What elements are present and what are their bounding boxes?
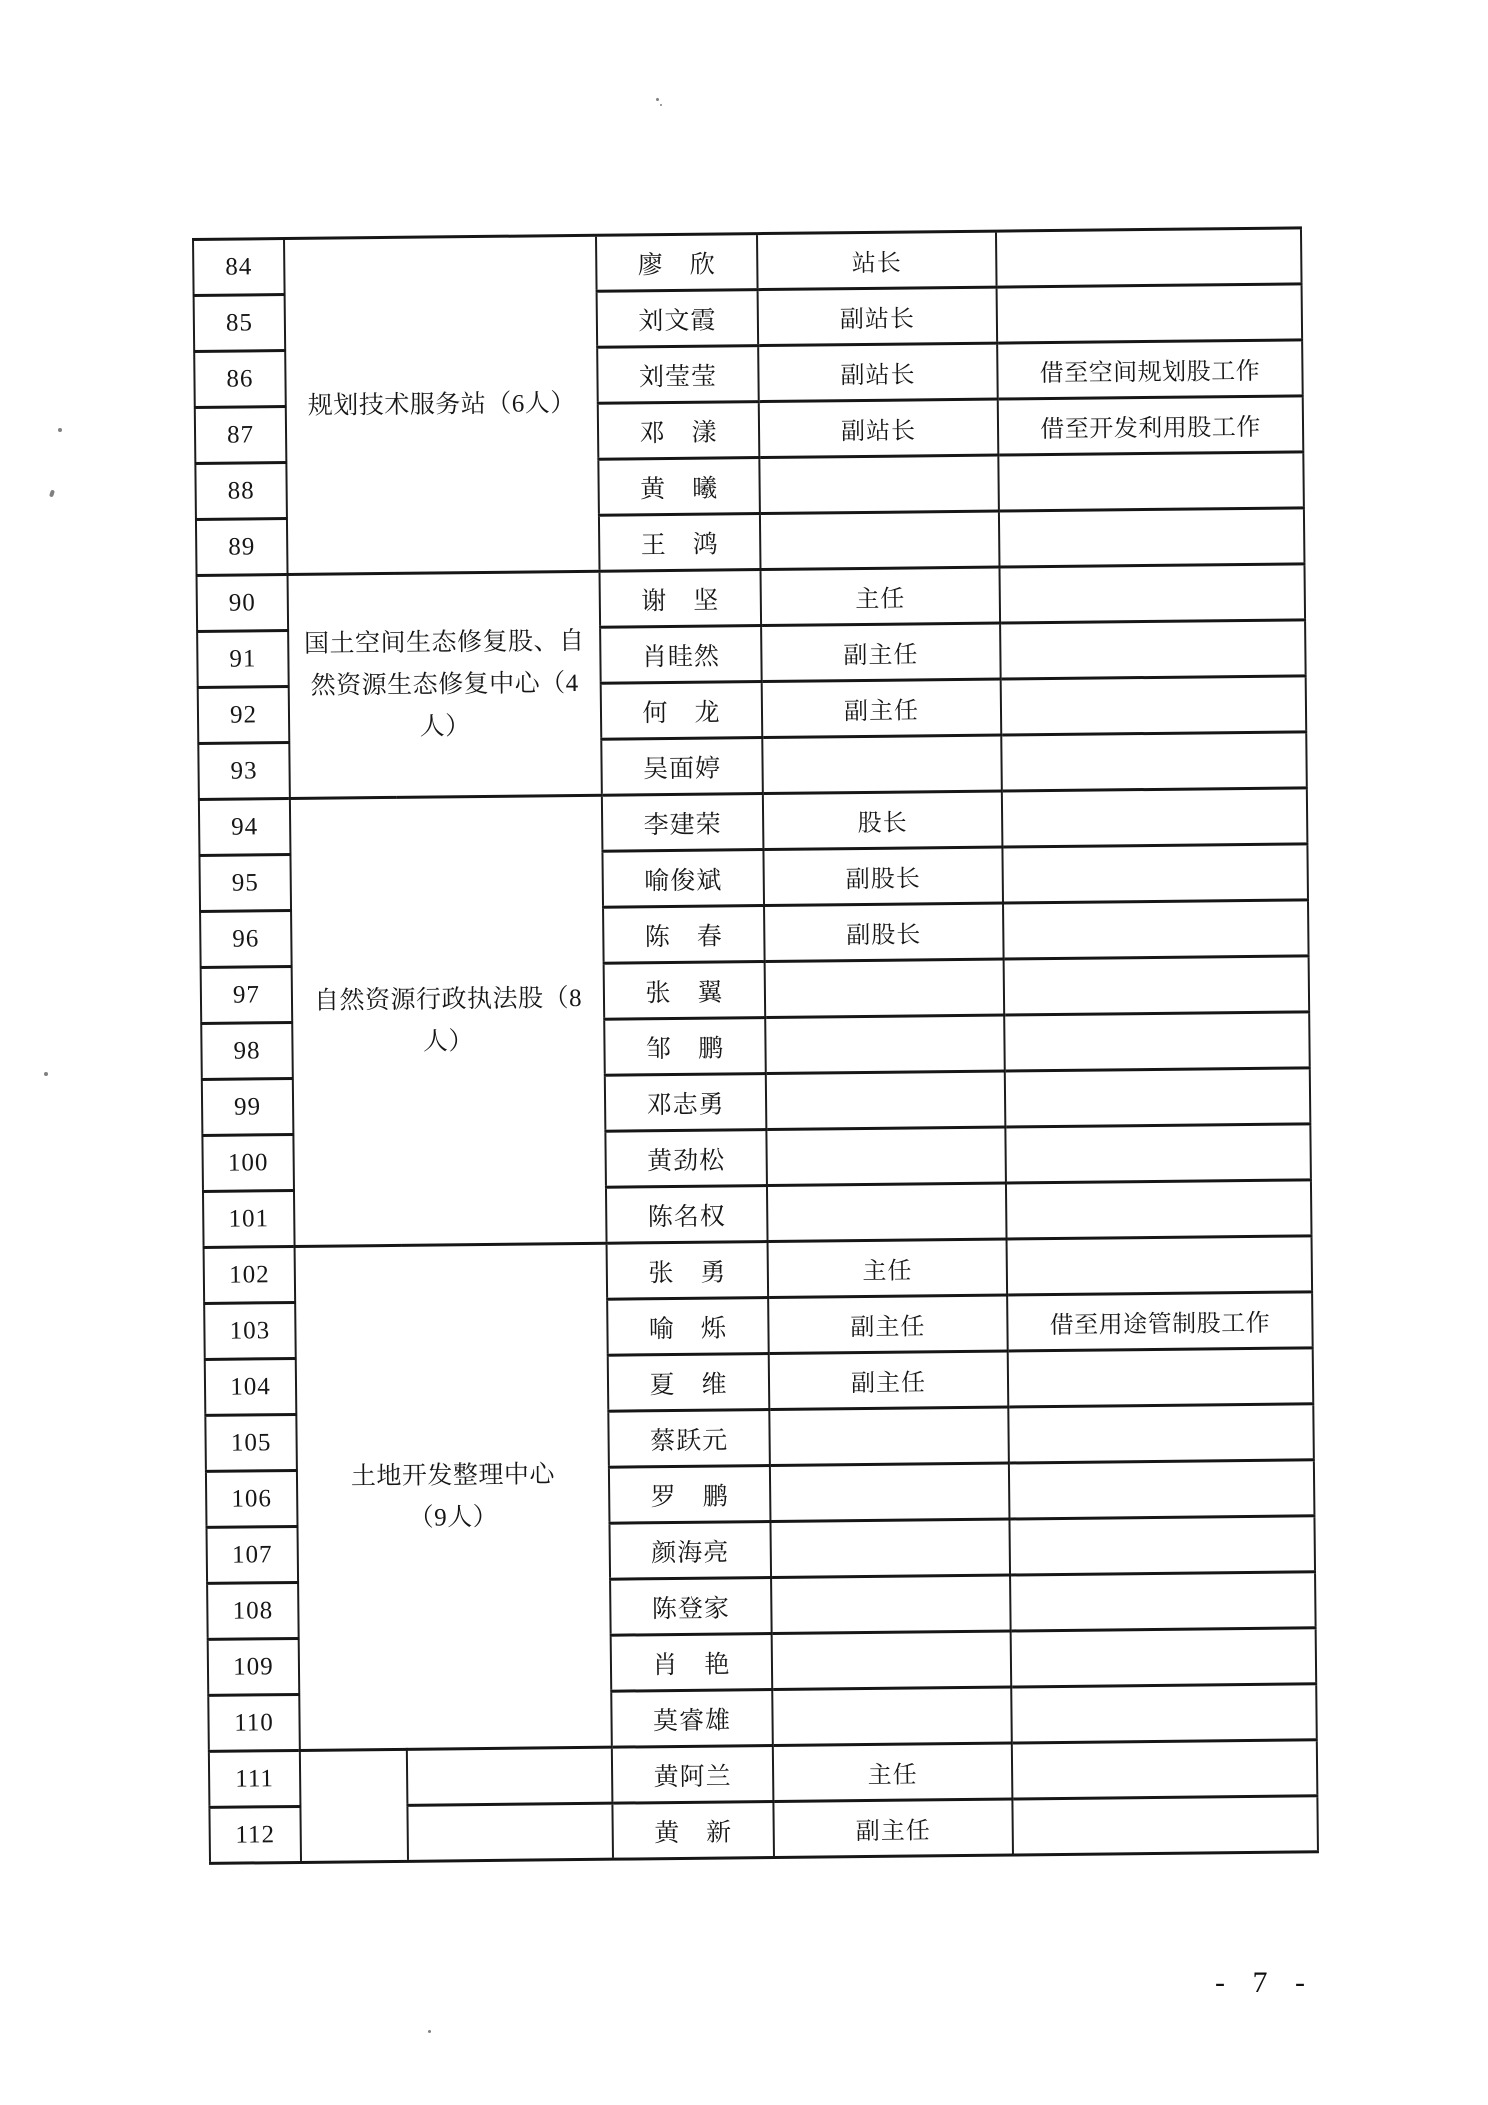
name-cell: 李建荣 xyxy=(602,794,764,852)
position-cell: 副主任 xyxy=(769,1351,1009,1409)
name-cell: 黄劲松 xyxy=(605,1130,767,1188)
row-number-cell: 102 xyxy=(204,1246,296,1303)
note-cell xyxy=(1009,1516,1315,1575)
department-cell: 土地开发整理中心 （9人） xyxy=(295,1243,612,1750)
row-number-cell: 95 xyxy=(199,855,291,912)
name-cell: 黄阿兰 xyxy=(612,1746,774,1804)
position-cell xyxy=(760,511,1000,569)
row-number-cell: 90 xyxy=(197,575,289,632)
position-cell: 副站长 xyxy=(758,343,998,401)
note-cell xyxy=(1011,1684,1317,1743)
name-cell: 张 勇 xyxy=(607,1242,769,1300)
note-cell xyxy=(996,228,1302,287)
row-number-cell: 94 xyxy=(199,799,291,856)
name-cell: 陈登家 xyxy=(610,1578,772,1636)
roster-table xyxy=(192,226,1319,1865)
position-cell: 副站长 xyxy=(759,399,999,457)
row-number-cell: 91 xyxy=(197,631,289,688)
name-cell: 吴面婷 xyxy=(601,738,763,796)
department-cell: 规划技术服务站（6人） xyxy=(284,235,600,574)
note-cell xyxy=(1003,900,1309,959)
name-cell: 谢 坚 xyxy=(600,570,762,628)
position-cell: 副主任 xyxy=(773,1799,1013,1857)
row-number-cell: 112 xyxy=(209,1806,301,1863)
name-cell: 王 鸿 xyxy=(599,514,761,572)
position-cell xyxy=(759,455,999,513)
note-cell xyxy=(997,284,1303,343)
position-cell: 主任 xyxy=(773,1743,1013,1801)
note-cell xyxy=(1002,788,1308,847)
department-cell: 国土空间生态修复股、自 然资源生态修复中心（4 人） xyxy=(288,571,602,798)
department-cell: 自然资源行政执法股（8 人） xyxy=(290,795,607,1246)
scan-speck xyxy=(656,98,659,101)
name-cell: 颜海亮 xyxy=(609,1522,771,1580)
name-cell: 夏 维 xyxy=(608,1354,770,1412)
row-number-cell: 92 xyxy=(198,687,290,744)
row-number-cell: 110 xyxy=(208,1694,300,1751)
name-cell: 陈名权 xyxy=(606,1186,768,1244)
row-number-cell: 106 xyxy=(206,1470,298,1527)
row-number-cell: 98 xyxy=(201,1022,293,1079)
row-number-cell: 86 xyxy=(194,351,286,408)
name-cell: 喻俊斌 xyxy=(602,850,764,908)
position-cell: 股长 xyxy=(763,791,1003,849)
name-cell: 喻 烁 xyxy=(607,1298,769,1356)
note-cell xyxy=(1007,1236,1313,1295)
note-cell xyxy=(1009,1460,1315,1519)
position-cell xyxy=(772,1631,1012,1689)
name-cell: 邓志勇 xyxy=(605,1074,767,1132)
name-cell: 肖眭然 xyxy=(600,626,762,684)
position-cell xyxy=(765,959,1005,1017)
row-number-cell: 97 xyxy=(201,966,293,1023)
scan-speck xyxy=(660,104,662,106)
scan-speck xyxy=(49,490,55,498)
roster-table-body xyxy=(193,228,1318,1864)
position-cell xyxy=(762,735,1002,793)
row-number-cell: 105 xyxy=(205,1414,297,1471)
position-cell: 副站长 xyxy=(758,287,998,345)
name-cell: 邹 鹏 xyxy=(604,1018,766,1076)
note-cell xyxy=(1006,1180,1312,1239)
name-cell: 刘文霞 xyxy=(597,290,759,348)
department-subcell-right xyxy=(407,1803,613,1861)
position-cell: 主任 xyxy=(761,567,1001,625)
row-number-cell: 101 xyxy=(203,1190,295,1247)
name-cell: 邓 漾 xyxy=(598,402,760,460)
row-number-cell: 111 xyxy=(209,1750,301,1807)
row-number-cell: 100 xyxy=(202,1134,294,1191)
name-cell: 罗 鹏 xyxy=(609,1466,771,1524)
row-number-cell: 108 xyxy=(207,1582,299,1639)
note-cell xyxy=(998,452,1304,511)
position-cell: 主任 xyxy=(768,1239,1008,1297)
note-cell xyxy=(1004,1012,1310,1071)
position-cell xyxy=(771,1575,1011,1633)
note-cell xyxy=(1008,1348,1314,1407)
position-cell: 站长 xyxy=(757,231,997,289)
note-cell xyxy=(1008,1404,1314,1463)
row-number-cell: 87 xyxy=(195,407,287,464)
note-cell xyxy=(1010,1572,1316,1631)
position-cell xyxy=(769,1407,1009,1465)
name-cell: 肖 艳 xyxy=(611,1634,773,1692)
page-number: - 7 - xyxy=(1215,1966,1315,1999)
name-cell: 何 龙 xyxy=(601,682,763,740)
position-cell: 副股长 xyxy=(763,847,1003,905)
department-subcell-left xyxy=(300,1749,408,1862)
row-number-cell: 85 xyxy=(194,295,286,352)
scan-speck xyxy=(428,2030,431,2033)
note-cell xyxy=(999,508,1305,567)
name-cell: 黄 曦 xyxy=(598,458,760,516)
row-number-cell: 107 xyxy=(207,1526,299,1583)
scan-speck xyxy=(58,428,62,432)
personnel-roster xyxy=(192,226,1319,1865)
scan-speck xyxy=(44,1072,48,1076)
name-cell: 蔡跃元 xyxy=(608,1410,770,1468)
name-cell: 刘莹莹 xyxy=(597,346,759,404)
position-cell: 副股长 xyxy=(764,903,1004,961)
position-cell: 副主任 xyxy=(761,623,1001,681)
note-cell xyxy=(1012,1796,1318,1855)
position-cell: 副主任 xyxy=(762,679,1002,737)
note-cell xyxy=(1011,1628,1317,1687)
note-cell: 借至空间规划股工作 xyxy=(997,340,1303,399)
row-number-cell: 104 xyxy=(205,1358,297,1415)
row-number-cell: 88 xyxy=(195,463,287,520)
position-cell xyxy=(772,1687,1012,1745)
row-number-cell: 103 xyxy=(204,1302,296,1359)
note-cell xyxy=(1004,956,1310,1015)
position-cell xyxy=(770,1463,1010,1521)
row-number-cell: 84 xyxy=(193,239,285,296)
position-cell xyxy=(765,1015,1005,1073)
note-cell xyxy=(1002,844,1308,903)
row-number-cell: 93 xyxy=(198,743,290,800)
note-cell: 借至用途管制股工作 xyxy=(1007,1292,1313,1351)
note-cell xyxy=(1012,1740,1318,1799)
row-number-cell: 96 xyxy=(200,910,292,967)
name-cell: 陈 春 xyxy=(603,906,765,964)
note-cell: 借至开发利用股工作 xyxy=(998,396,1304,455)
position-cell xyxy=(767,1183,1007,1241)
position-cell xyxy=(766,1127,1006,1185)
note-cell xyxy=(1001,676,1307,735)
row-number-cell: 109 xyxy=(208,1638,300,1695)
note-cell xyxy=(1005,1068,1311,1127)
position-cell xyxy=(766,1071,1006,1129)
row-number-cell: 99 xyxy=(202,1078,294,1135)
department-subcell-right xyxy=(407,1747,613,1805)
name-cell: 黄 新 xyxy=(612,1801,774,1859)
position-cell: 副主任 xyxy=(768,1295,1008,1353)
note-cell xyxy=(1000,564,1306,623)
position-cell xyxy=(770,1519,1010,1577)
row-number-cell: 89 xyxy=(196,519,288,576)
note-cell xyxy=(1001,732,1307,791)
note-cell xyxy=(1000,620,1306,679)
name-cell: 莫睿雄 xyxy=(611,1690,773,1748)
note-cell xyxy=(1005,1124,1311,1183)
name-cell: 廖 欣 xyxy=(596,234,758,292)
name-cell: 张 翼 xyxy=(604,962,766,1020)
